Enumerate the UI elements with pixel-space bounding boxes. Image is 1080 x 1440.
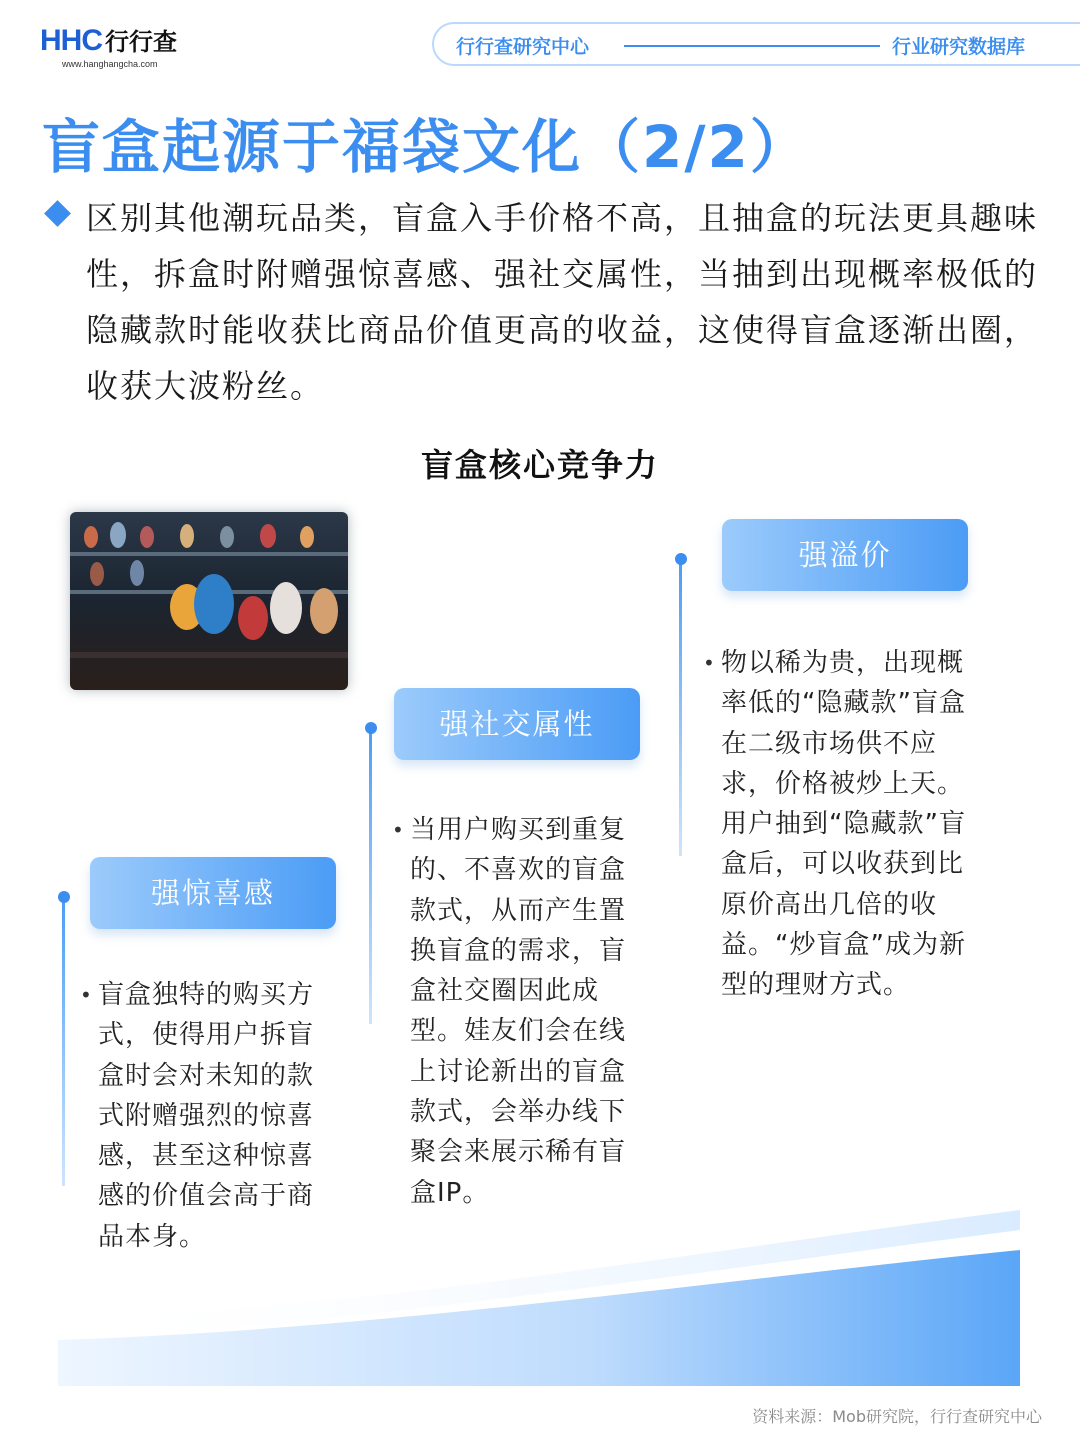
diamond-bullet-icon [44,200,71,227]
brand-logo [40,26,177,69]
source-note: 资料来源：Mob研究院，行行查研究中心 [752,1407,1042,1426]
header-banner [432,22,1080,66]
header-database: 行业研究数据库 [892,36,1026,58]
bullet-icon: • [392,818,405,842]
desc-premium [703,643,975,1006]
timeline-dot [365,722,377,734]
photo-figure-red [238,596,268,640]
desc-surprise-text: 盲盒独特的购买方式，使得用户拆盲盒时会对未知的款式附赠强烈的惊喜感，甚至这种惊喜感的价值会高于商品本身。 [98,980,315,1252]
timeline-dot [675,553,687,565]
photo-shelf [70,552,348,556]
photo-figure [180,524,194,548]
blind-box-display-photo [70,512,348,690]
photo-figure [310,588,338,634]
photo-figure [130,560,144,586]
photo-figure [140,526,154,548]
decorative-wave [58,1190,1020,1390]
photo-figure [84,526,98,548]
card-surprise: 强惊喜感 [90,857,336,929]
bullet-icon: • [80,983,93,1007]
desc-social-text: 当用户购买到重复的、不喜欢的盲盒款式，从而产生置换盲盒的需求，盲盒社交圈因此成型。娃友们会在线上讨论新出的盲盒款式，会举办线下聚会来展示稀有盲盒IP。 [410,815,627,1208]
card-premium: 强溢价 [722,519,968,591]
photo-shelf [70,652,348,658]
logo-url: www.hanghangcha.com [62,59,158,69]
photo-figure [110,522,126,548]
logo-chinese-name: 行行查 [105,28,177,56]
desc-premium-text: 物以稀为贵，出现概率低的“隐藏款”盲盒在二级市场供不应求，价格被炒上天。用户抽到“隐藏款”盲盒后，可以收获到比原价高出几倍的收益。“炒盲盒”成为新型的理财方式。 [721,648,966,1001]
timeline-line [679,560,682,856]
photo-figure [220,526,234,548]
intro-paragraph: 区别其他潮玩品类，盲盒入手价格不高，且抽盒的玩法更具趣味性，拆盒时附赠强惊喜感、强社交属性，当抽到出现概率极低的隐藏款时能收获比商品价值更高的收益，这使得盲盒逐渐出圈，收获大波粉丝。 [86,199,1039,405]
photo-figure [90,562,104,586]
photo-figure [300,526,314,548]
page-title: 盲盒起源于福袋文化（2/2） [42,113,810,181]
photo-figure [260,524,276,548]
header-divider-line [624,45,880,47]
header-research-center: 行行查研究中心 [456,36,590,58]
section-subtitle: 盲盒核心竞争力 [420,446,659,484]
card-social: 强社交属性 [394,688,640,760]
logo-hhc: HHC [40,24,102,57]
timeline-line [62,896,65,1186]
photo-figure-white [270,582,302,634]
intro-section [42,190,1052,414]
desc-social [392,810,650,1213]
timeline-dot [58,891,70,903]
bullet-icon: • [703,651,716,675]
photo-figure-blue [194,574,234,634]
timeline-line [369,728,372,1024]
